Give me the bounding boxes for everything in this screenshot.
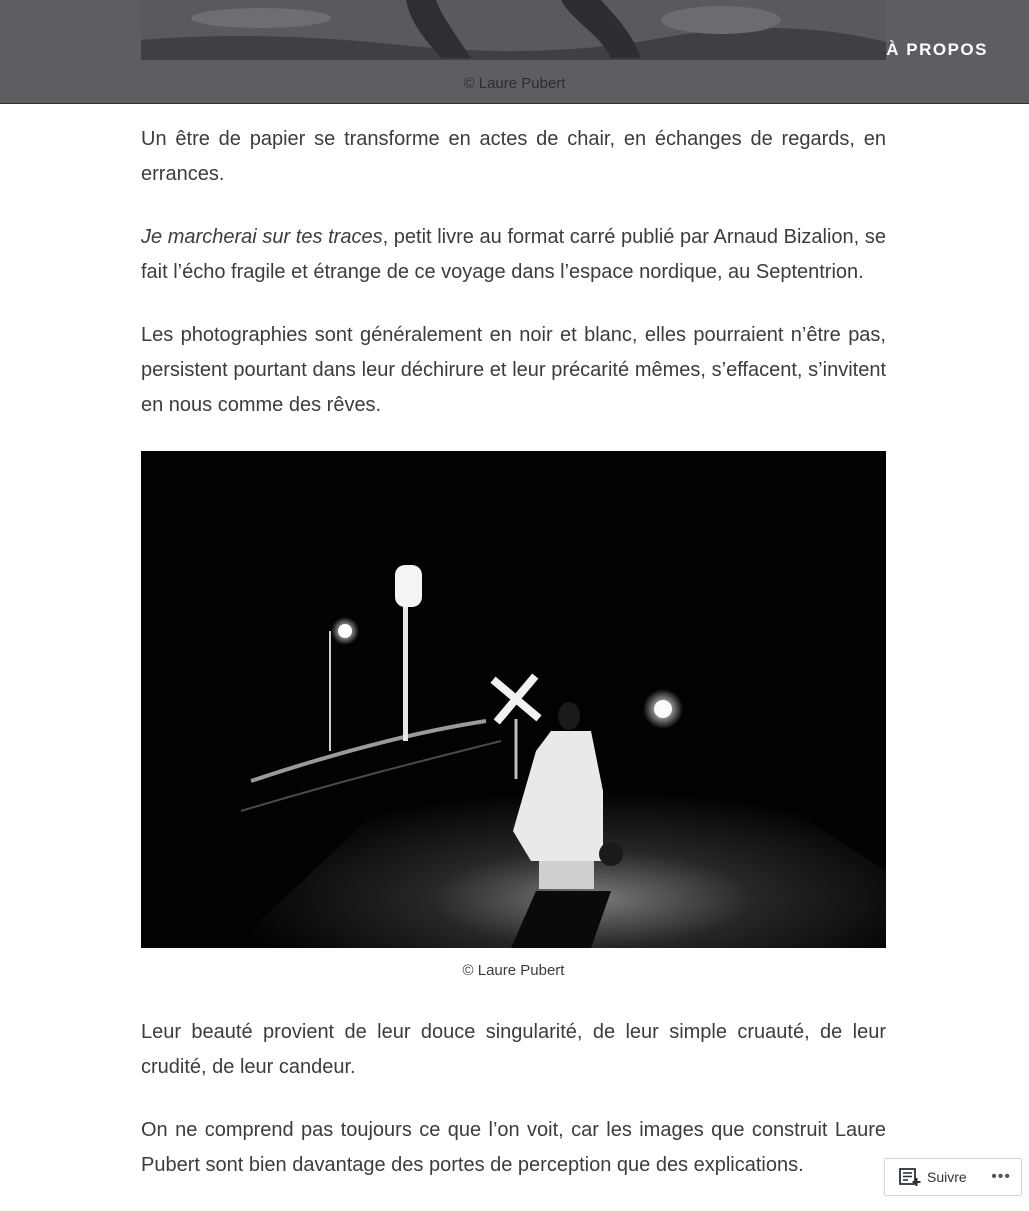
- more-options-icon[interactable]: •••: [991, 1168, 1011, 1185]
- reader-follow-icon: [899, 1167, 921, 1187]
- photo-figure: [141, 451, 886, 979]
- book-title: Je marcherai sur tes traces: [141, 226, 383, 248]
- paragraph-2: [141, 220, 886, 290]
- follow-widget: [884, 1158, 1022, 1196]
- article-content: [141, 122, 886, 1211]
- night-photo: [141, 451, 886, 948]
- paragraph-1: Un être de papier se transforme en actes de chair, en échanges de regards, en errances.: [141, 128, 886, 185]
- paragraph-4: Leur beauté provient de leur douce singularité, de leur simple cruauté, de leur crudité, de leur candeur.: [141, 1021, 886, 1078]
- nav-a-propos-link[interactable]: À PROPOS: [886, 40, 988, 59]
- paragraph-3: Les photographies sont généralement en noir et blanc, elles pourraient n’être pas, persistent pourtant dans leur déchirure et leur précarité mêmes, s’effacent, s’invitent en nous comme des rêves.: [141, 324, 886, 416]
- paragraph-5: On ne comprend pas toujours ce que l’on voit, car les images que construit Laure Pubert sont bien davantage des portes de perception que des explications.: [141, 1119, 886, 1176]
- follow-label: Suivre: [927, 1169, 967, 1185]
- photo-caption: © Laure Pubert: [462, 962, 565, 979]
- paragraph-2-text: , petit livre au format carré publié par Arnaud Bizalion, se fait l’écho fragile et étrange de ce voyage dans l’espace nordique, au Septentrion.: [141, 226, 886, 283]
- site-header: [0, 0, 1029, 104]
- header-photo-caption: © Laure Pubert: [463, 75, 566, 92]
- follow-button[interactable]: [885, 1167, 967, 1187]
- header-photo: [141, 0, 886, 60]
- header-photo-graphic: [141, 0, 886, 60]
